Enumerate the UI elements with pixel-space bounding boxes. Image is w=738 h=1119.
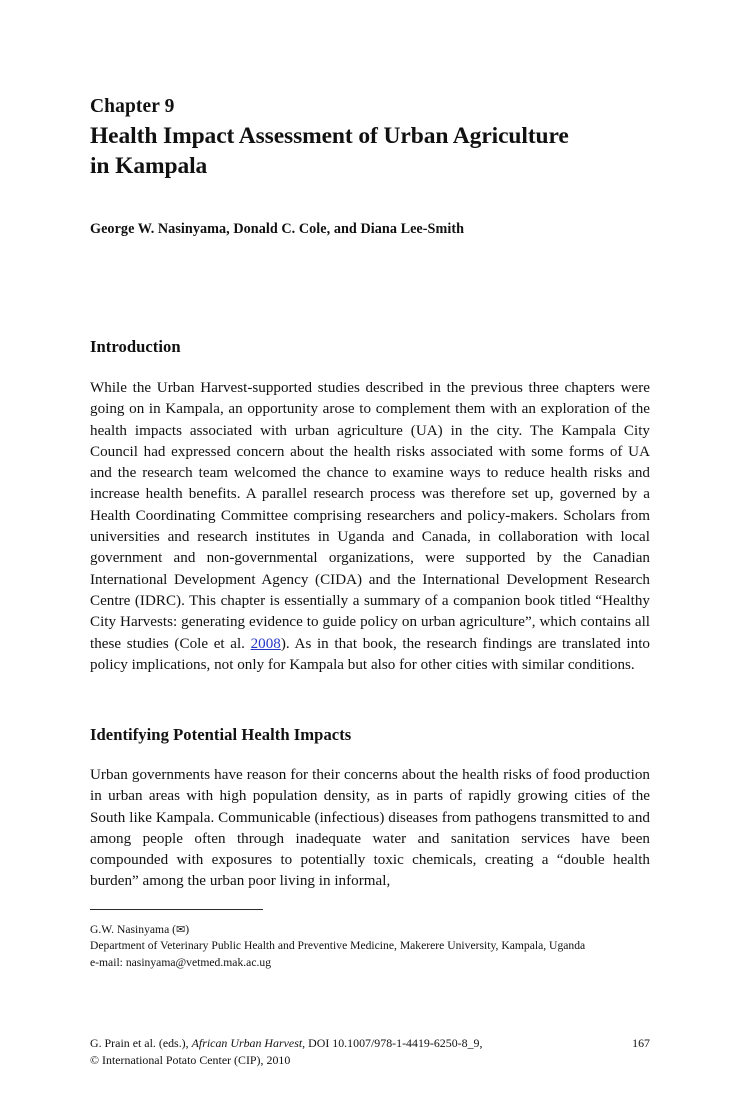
- footnote-affiliation: Department of Veterinary Public Health and Preventive Medicine, Makerere University, Kampala, Uganda: [90, 939, 586, 953]
- page-footer: [90, 1035, 650, 1068]
- footnote-separator: [90, 909, 263, 910]
- chapter-number: Chapter 9: [90, 96, 175, 117]
- introduction-text-part-2: ). As in that book, the research findings are translated into policy implications, not only for Kampala but also for other cities with similar conditions.: [90, 635, 650, 673]
- chapter-title-line-1: Health Impact Assessment of Urban Agriculture: [90, 123, 569, 149]
- health-impacts-paragraph: Urban governments have reason for their concerns about the health risks of food production in urban areas with high population density, as in parts of rapidly growing cities of the South like Kampala. Communicable (infectious) diseases from pathogens transmitted to and among people often through inadequate water and sanitation services have been compounded with exposures to potentially toxic chemicals, creating a “double health burden” among the urban poor living in informal,: [90, 767, 650, 890]
- section-heading-introduction: Introduction: [90, 337, 181, 356]
- footer-copyright: © International Potato Center (CIP), 2010: [90, 1052, 291, 1067]
- footer-doi: , DOI 10.1007/978-1-4419-6250-8_9,: [302, 1036, 483, 1050]
- footnote-email-label: e-mail:: [90, 955, 123, 969]
- introduction-text-part-1: While the Urban Harvest-supported studies described in the previous three chapters were going on in Kampala, an opportunity arose to complement them with an exploration of the health impacts associated with urban agriculture (UA) in the city. The Kampala City Council had expressed concern about the health risks associated with some forms of UA and the research team welcomed the chance to examine ways to reduce health risks and increase health benefits. A parallel research process was therefore set up, governed by a Health Coordinating Committee comprising researchers and policy-makers. Scholars from universities and research institutes in Uganda and Canada, in collaboration with local government and non-governmental organizations, were supported by the Canadian International Development Agency (CIDA) and the International Development Research Centre (IDRC). This chapter is essentially a summary of a companion book titled “Healthy City Harvests: generating evidence to guide policy on urban agriculture”, which contains all these studies (Cole et al.: [90, 380, 650, 652]
- footer-citation-line: [90, 1035, 650, 1052]
- footnote-author-name: G.W. Nasinyama: [90, 923, 170, 936]
- chapter-title-line-2: in Kampala: [90, 153, 208, 179]
- envelope-icon: ✉: [176, 924, 186, 936]
- footnote-author-line: G.W. Nasinyama (✉): [90, 923, 190, 936]
- footnote-email-address: nasinyama@vetmed.mak.ac.ug: [125, 955, 272, 969]
- footnote-email-line: [90, 955, 650, 971]
- footnote-block: [90, 922, 650, 971]
- footer-editors: G. Prain et al. (eds.),: [90, 1036, 192, 1050]
- author-list: George W. Nasinyama, Donald C. Cole, and Diana Lee-Smith: [90, 221, 465, 237]
- page-title: [90, 121, 650, 181]
- section-heading-health-impacts: Identifying Potential Health Impacts: [90, 725, 352, 744]
- citation-link-cole-2008[interactable]: 2008: [250, 635, 281, 652]
- footer-book-title: African Urban Harvest: [191, 1036, 303, 1050]
- introduction-paragraph: [90, 378, 650, 676]
- page-number: 167: [632, 1036, 650, 1050]
